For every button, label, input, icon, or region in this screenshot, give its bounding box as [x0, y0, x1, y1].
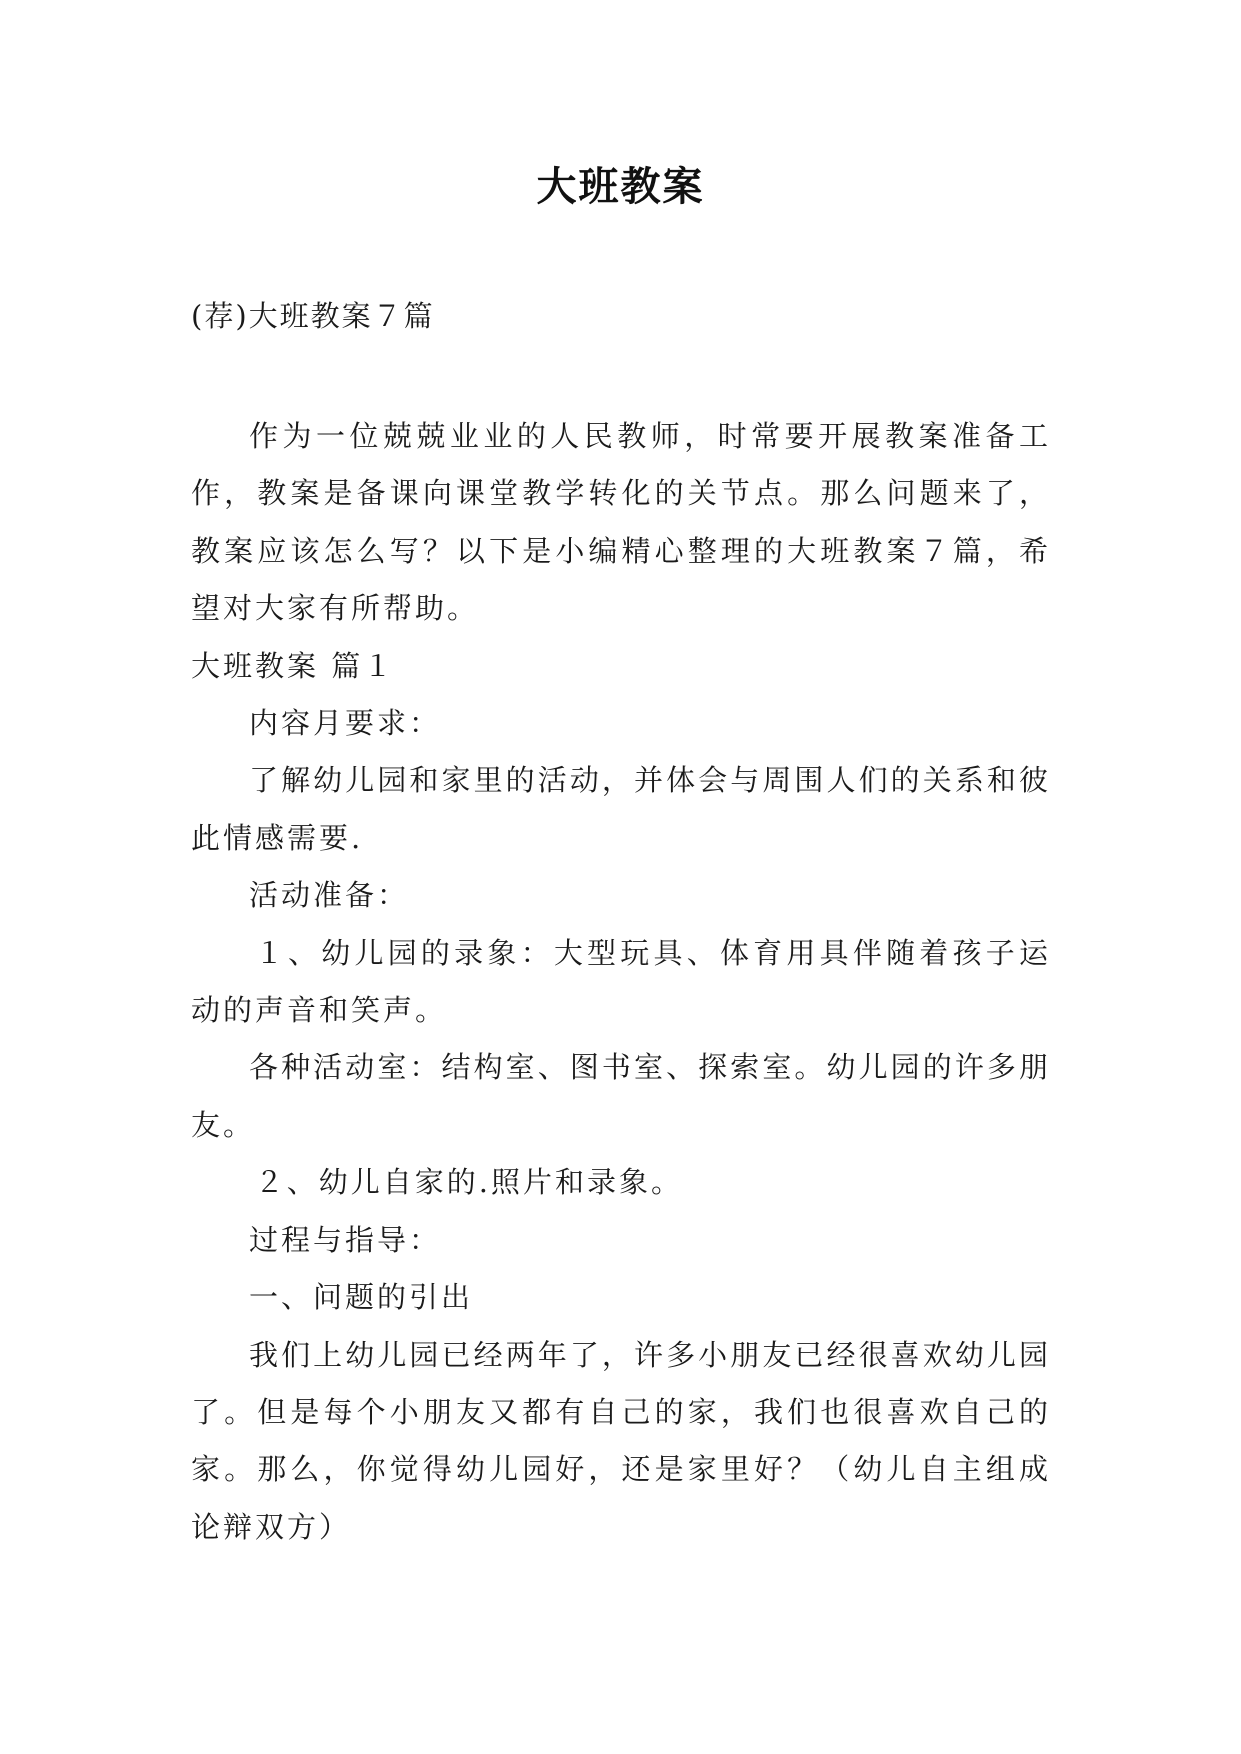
paragraph: 了解幼儿园和家里的活动，并体会与周围人们的关系和彼此情感需要.	[191, 763, 1051, 855]
section-heading: 大班教案 篇１	[191, 648, 396, 683]
document-subtitle: (荐)大班教案７篇	[191, 299, 435, 333]
paragraph: 作为一位兢兢业业的人民教师，时常要开展教案准备工作，教案是备课向课堂教学转化的关节点。那么问题来了，教案应该怎么写？以下是小编精心整理的大班教案７篇，希望对大家有所帮助。	[191, 419, 1051, 626]
document-title: 大班教案	[536, 164, 705, 210]
paragraph: １、幼儿园的录象：大型玩具、体育用具伴随着孩子运动的声音和笑声。	[191, 935, 1051, 1028]
paragraph: ２、幼儿自家的.照片和录象。	[254, 1165, 684, 1200]
paragraph: 活动准备：	[249, 878, 410, 913]
paragraph: 过程与指导：	[249, 1222, 442, 1257]
paragraph: 我们上幼儿园已经两年了，许多小朋友已经很喜欢幼儿园了。但是每个小朋友又都有自己的家，我们也很喜欢自己的家。那么，你觉得幼儿园好，还是家里好？（幼儿自主组成论辩双方）	[191, 1337, 1051, 1544]
paragraph: 各种活动室：结构室、图书室、探索室。幼儿园的许多朋友。	[191, 1050, 1051, 1142]
paragraph: 内容月要求：	[249, 706, 442, 741]
paragraph: 一、问题的引出	[249, 1280, 474, 1315]
document-body	[191, 408, 1051, 1556]
